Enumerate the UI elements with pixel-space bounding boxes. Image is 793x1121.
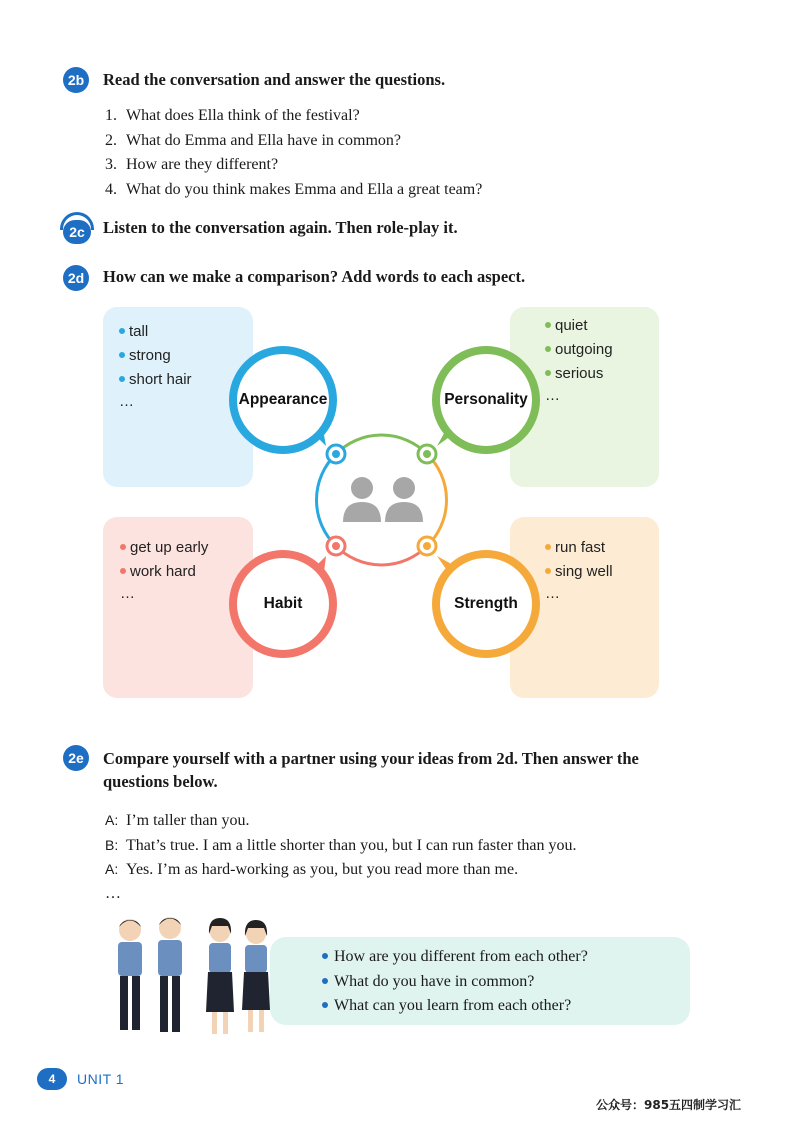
list-item: tall xyxy=(119,320,192,344)
section-badge-2d: 2d xyxy=(63,265,89,291)
list-item: sing well xyxy=(545,560,613,584)
list-item: get up early xyxy=(120,536,208,560)
question-item: 1. What does Ella think of the festival? xyxy=(105,107,360,124)
section-badge-2e: 2e xyxy=(63,745,89,771)
strength-bubble: Strength xyxy=(432,550,540,658)
question-item: 4. What do you think makes Emma and Ella a great team? xyxy=(105,180,483,198)
dialogue-line: A: Yes. I’m as hard-working as you, but you read more than me. xyxy=(105,861,519,878)
list-item: What can you learn from each other? xyxy=(322,994,588,1019)
appearance-bubble: Appearance xyxy=(229,346,337,454)
habit-bubble: Habit xyxy=(229,550,337,658)
list-item: run fast xyxy=(545,536,613,560)
section-badge-2b: 2b xyxy=(63,67,89,93)
personality-bubble: Personality xyxy=(432,346,540,454)
strength-words: run fast sing well … xyxy=(545,536,613,608)
section-badge-2c: 2c xyxy=(63,220,91,244)
list-item: quiet xyxy=(545,314,613,338)
list-item: work hard xyxy=(120,560,208,584)
personality-words: quiet outgoing serious … xyxy=(545,314,613,410)
habit-words: get up early work hard … xyxy=(120,536,208,608)
people-icon xyxy=(343,477,423,522)
list-item: How are you different from each other? xyxy=(322,945,588,970)
list-item: strong xyxy=(119,344,192,368)
list-item: short hair xyxy=(119,368,192,392)
instruction-2b: Read the conversation and answer the questions. xyxy=(103,70,446,89)
list-item: What do you have in common? xyxy=(322,970,588,995)
sample-dialogue: A: I’m taller than you. B: That’s true. I am a little shorter than you, but I can run faster than you. A: Yes. I’m as hard-working as you, but you read more than me. … xyxy=(105,808,577,906)
instruction-2e: Compare yourself with a partner using your ideas from 2d. Then answer the questions below. xyxy=(103,749,639,791)
list-item: outgoing xyxy=(545,338,613,362)
connector-dots xyxy=(327,445,436,555)
watermark: 公众号：985五四制学习汇 xyxy=(596,1098,742,1112)
students-illustration xyxy=(108,912,288,1042)
instruction-2d: How can we make a comparison? Add words to each aspect. xyxy=(103,267,526,286)
dialogue-line: B: That’s true. I am a little shorter than you, but I can run faster than you. xyxy=(105,836,577,854)
instruction-2c: Listen to the conversation again. Then role-play it. xyxy=(103,218,458,237)
question-item: 3. How are they different? xyxy=(105,156,279,173)
dialogue-line: A: I’m taller than you. xyxy=(105,812,250,829)
list-item: serious xyxy=(545,362,613,386)
question-item: 2. What do Emma and Ella have in common? xyxy=(105,131,402,149)
unit-label: UNIT 1 xyxy=(77,1071,125,1087)
discussion-questions xyxy=(322,945,588,1019)
appearance-words: tall strong short hair … xyxy=(119,320,192,416)
page-number: 4 xyxy=(37,1068,67,1090)
question-list-2b xyxy=(105,104,482,202)
